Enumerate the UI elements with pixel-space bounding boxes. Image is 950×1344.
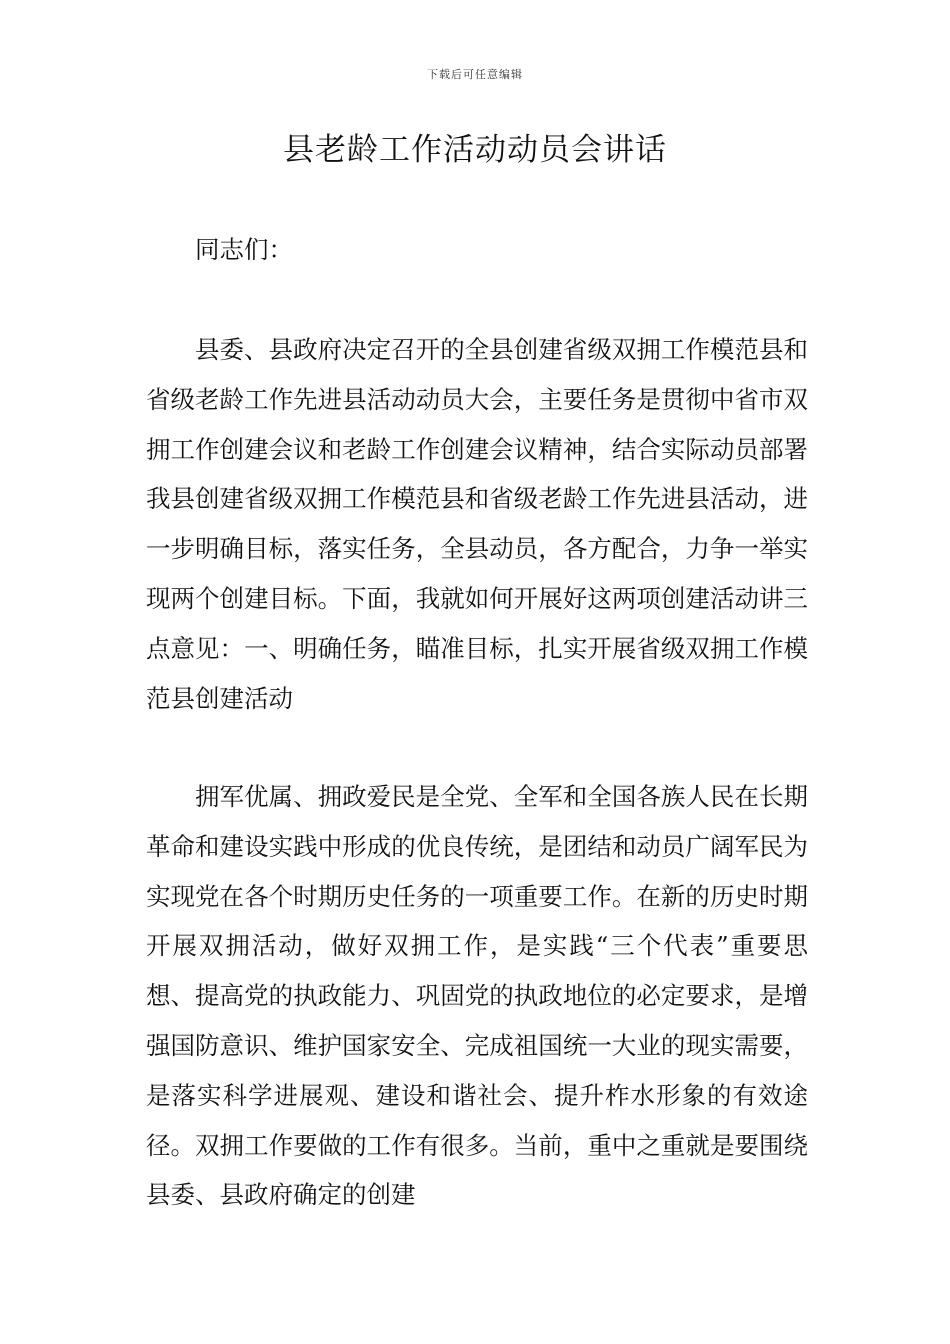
paragraph-1: 县委、县政府决定召开的全县创建省级双拥工作模范县和省级老龄工作先进县活动动员大会，主要任务是贯彻中省市双拥工作创建会议和老龄工作创建会议精神，结合实际动员部署我县创建省级双拥工作模范县和省级老龄工作先进县活动，进一步明确目标，落实任务，全县动员，各方配合，力争一举实现两个创建目标。下面，我就如何开展好这两项创建活动讲三点意见：一、明确任务，瞄准目标，扎实开展省级双拥工作模范县创建活动 (146, 335, 808, 713)
document-title: 县老龄工作活动动员会讲话 (283, 132, 667, 168)
header-note: 下载后可任意编辑 (427, 68, 523, 81)
salutation: 同志们： (195, 235, 293, 264)
paragraph-2: 拥军优属、拥政爱民是全党、全军和全国各族人民在长期革命和建设实践中形成的优良传统，是团结和动员广阔军民为实现党在各个时期历史任务的一项重要工作。在新的历史时期开展双拥活动，做好双拥工作，是实践“三个代表”重要思想、提高党的执政能力、巩固党的执政地位的必定要求，是增强国防意识、维护国家安全、完成祖国统一大业的现实需要，是落实科学进展观、建设和谐社会、提升柞水形象的有效途径。双拥工作要做的工作有很多。当前，重中之重就是要围绕县委、县政府确定的创建 (146, 782, 808, 1210)
